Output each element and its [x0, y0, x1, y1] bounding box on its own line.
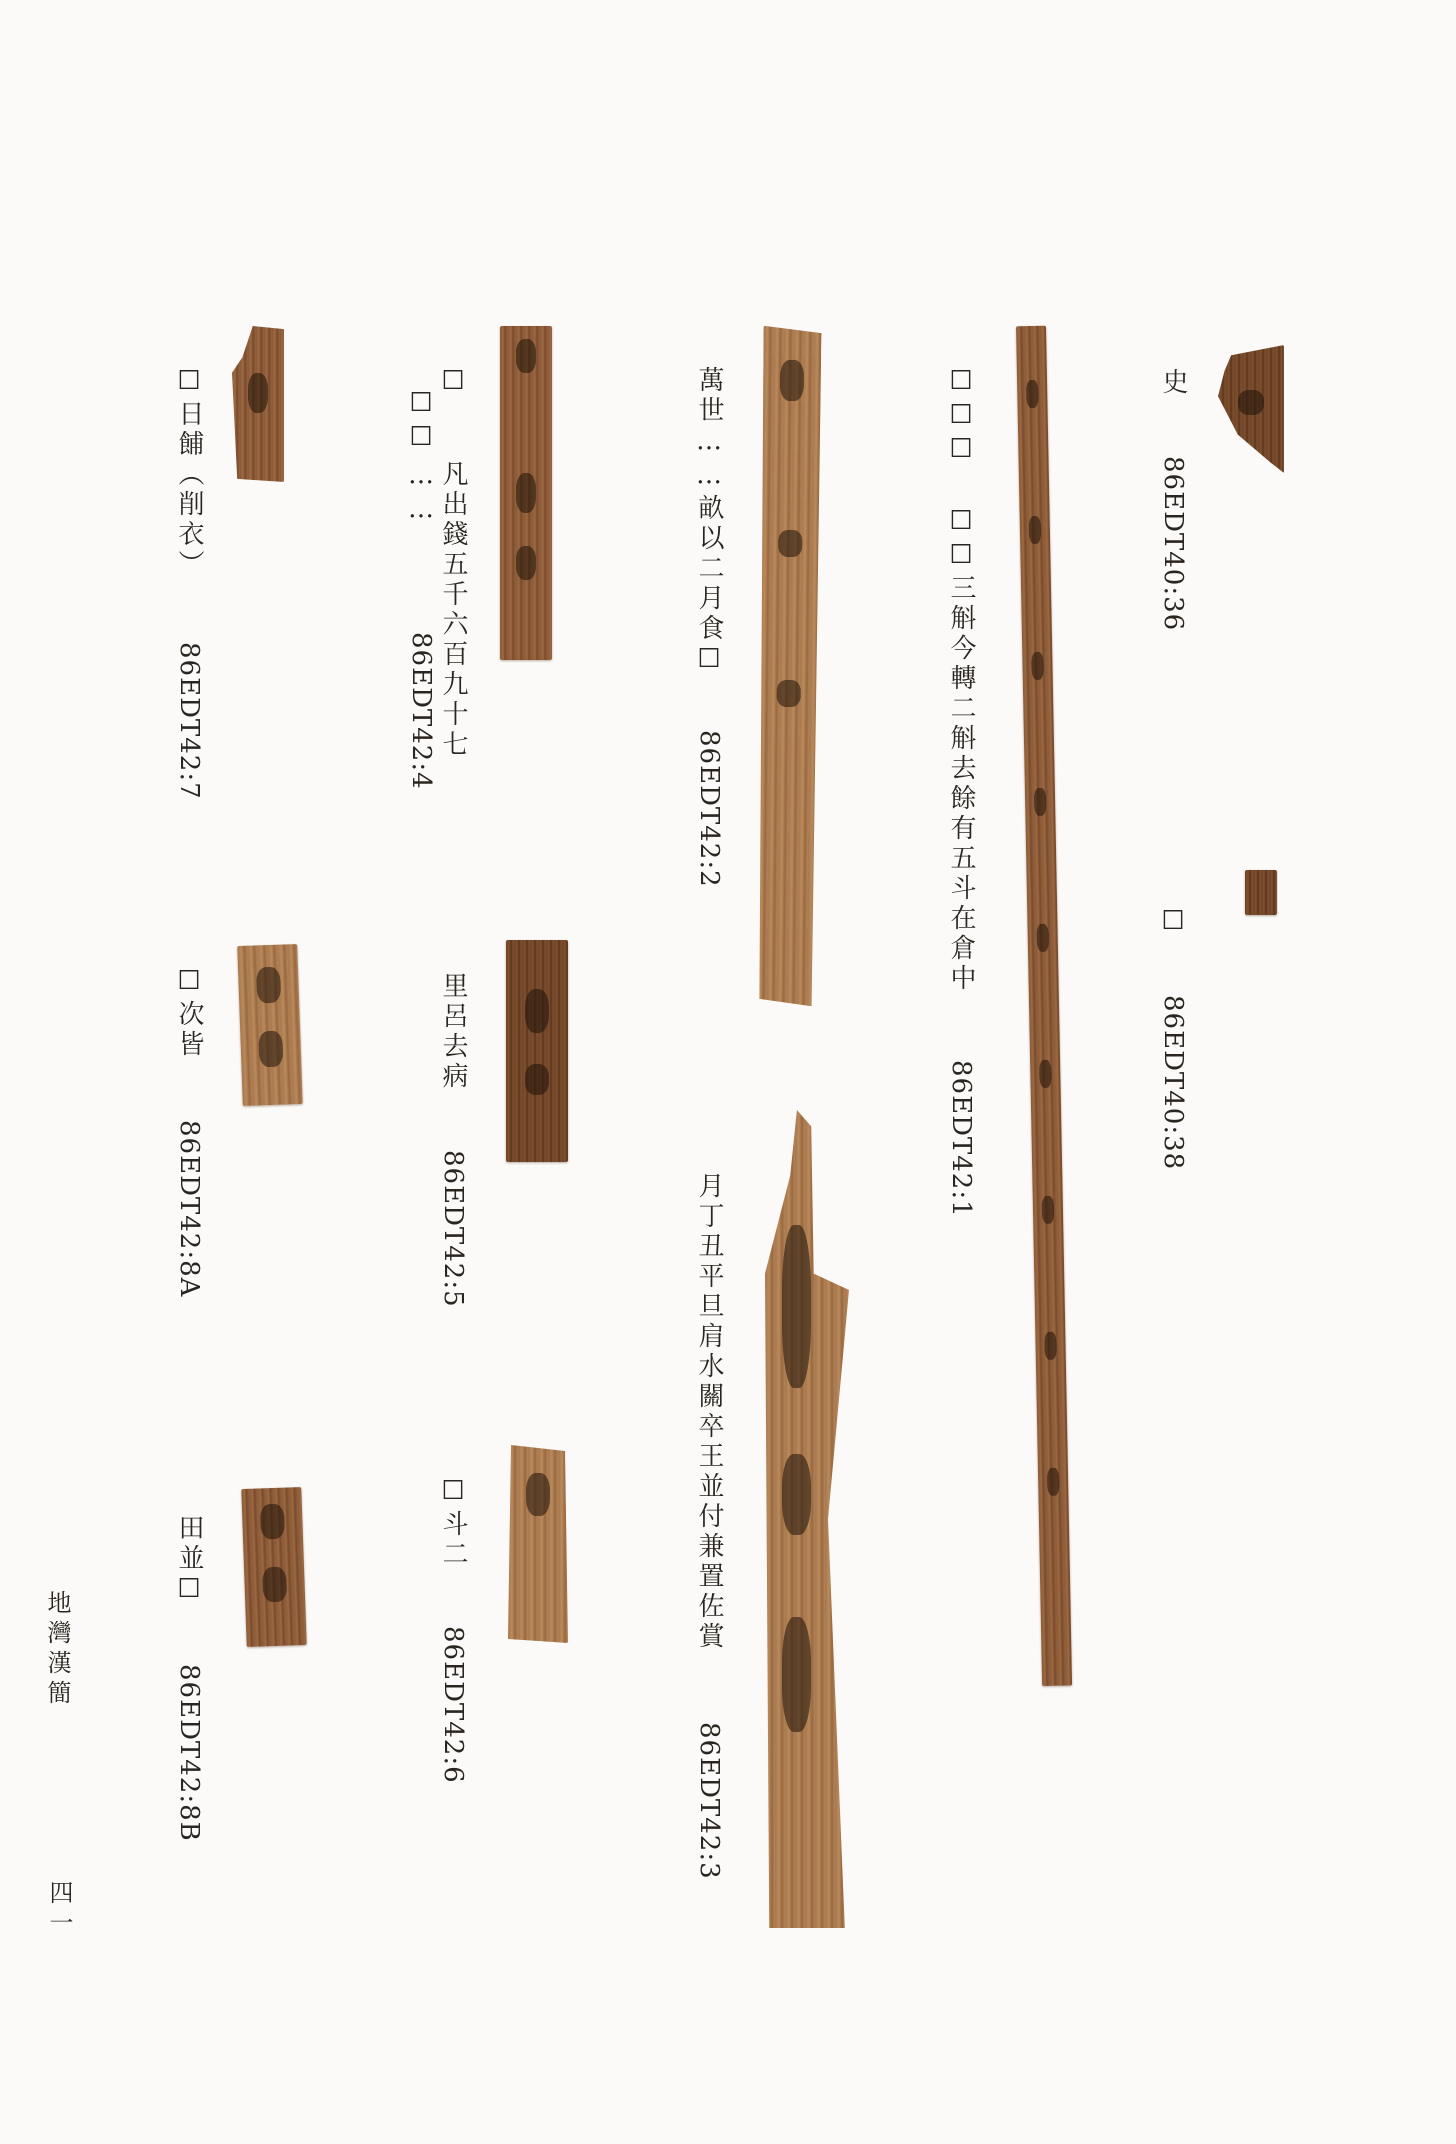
book-title: 地灣漢簡 [43, 1590, 71, 1710]
wooden-slip-86EDT40-36 [1218, 345, 1284, 473]
transcription-86EDT42-5: 里呂去病 [438, 972, 468, 1092]
transcription-86EDT42-4-part-c: …… [406, 460, 436, 528]
catalog-id-86EDT42-7: 86EDT42:7 [174, 642, 204, 800]
transcription-86EDT42-2: 萬世……畝以二月食☐ [694, 366, 724, 678]
transcription-86EDT42-4-part-a: ☐ [438, 366, 468, 400]
transcription-86EDT42-3: 月丁丑平旦肩水關卒王並付兼置佐賞 [694, 1172, 724, 1652]
catalog-id-86EDT40-38: 86EDT40:38 [1158, 995, 1188, 1171]
wooden-slip-86EDT42-8A [237, 944, 303, 1106]
page-number: 四一 [45, 1880, 73, 1940]
transcription-86EDT42-7: ☐日餔（削衣） [174, 366, 204, 580]
catalog-id-86EDT42-3: 86EDT42:3 [694, 1722, 724, 1880]
wooden-slip-86EDT42-7 [232, 326, 284, 482]
wooden-slip-86EDT42-1 [1016, 326, 1072, 1686]
transcription-86EDT42-6: ☐斗二 [438, 1476, 468, 1570]
transcription-86EDT42-4-part-b: 凡出錢五千六百九十七 [438, 460, 468, 760]
wooden-slip-86EDT42-6 [508, 1445, 568, 1643]
transcription-86EDT42-8B: 田並☐ [174, 1514, 204, 1608]
catalog-id-86EDT42-8B: 86EDT42:8B [174, 1664, 204, 1842]
transcription-86EDT42-8A: ☐次皆 [174, 966, 204, 1060]
catalog-id-86EDT42-1: 86EDT42:1 [946, 1060, 976, 1218]
wooden-slip-86EDT42-2 [756, 326, 821, 1007]
transcription-86EDT42-1-part-b: ☐☐三斛今轉二斛去餘有五斗在倉中 [946, 506, 976, 994]
transcription-86EDT42-4-part-a2: ☐☐ [406, 388, 436, 456]
wooden-slip-86EDT42-3 [765, 1110, 849, 1928]
catalog-id-86EDT42-8A: 86EDT42:8A [174, 1120, 204, 1298]
wooden-slip-86EDT40-38 [1245, 870, 1277, 915]
catalog-id-86EDT42-5: 86EDT42:5 [438, 1150, 468, 1308]
catalog-id-86EDT40-36: 86EDT40:36 [1158, 456, 1188, 632]
wooden-slip-86EDT42-4 [500, 326, 552, 660]
wooden-slip-86EDT42-5 [506, 940, 568, 1162]
catalog-id-86EDT42-6: 86EDT42:6 [438, 1626, 468, 1784]
wooden-slip-86EDT42-8B [241, 1487, 306, 1647]
transcription-86EDT40-36: 史 [1158, 368, 1188, 398]
transcription-86EDT42-1-part-a: ☐☐☐ [946, 366, 976, 468]
catalog-id-86EDT42-2: 86EDT42:2 [694, 730, 724, 888]
catalog-id-86EDT42-4: 86EDT42:4 [406, 632, 436, 790]
transcription-86EDT40-38: ☐ [1158, 906, 1188, 940]
